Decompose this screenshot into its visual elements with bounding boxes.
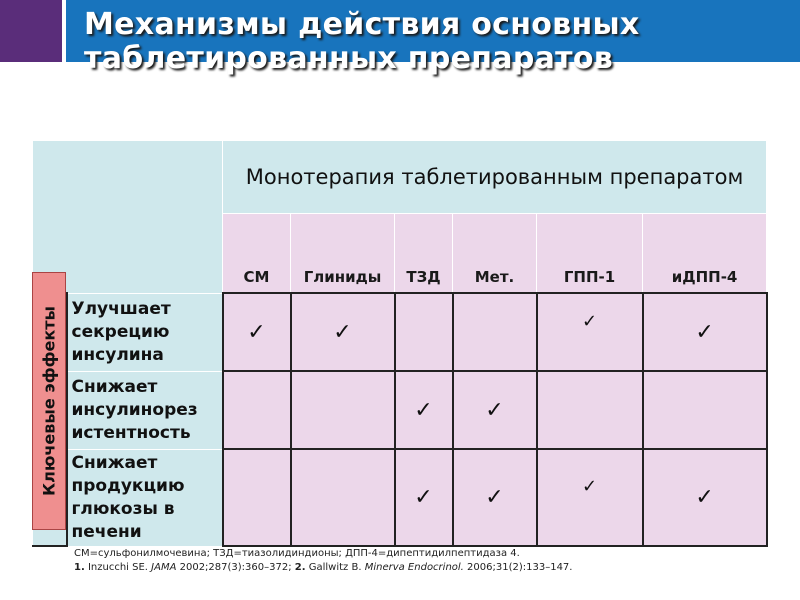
row-label: Снижает продукцию глюкозы в печени <box>67 449 223 546</box>
check-cell <box>453 293 537 371</box>
accent-bar <box>0 0 62 62</box>
checkmark-icon: ✓ <box>414 485 433 510</box>
ref-journal: JAMA <box>151 562 177 573</box>
footnote-abbreviations: СМ=сульфонилмочевина; ТЗД=тиазолидиндионы; ДПП-4=дипептидилпептидаза 4. <box>74 548 520 559</box>
check-cell <box>291 449 395 546</box>
ref-author: Inzucchi SE. <box>87 562 148 573</box>
check-cell <box>223 293 291 371</box>
column-header-glp1: ГПП-1 <box>537 214 643 294</box>
slide-title: Механизмы действия основных таблетированных препаратов <box>84 7 640 76</box>
column-header-sm: СМ <box>223 214 291 294</box>
check-cell <box>223 371 291 449</box>
ref-details: 2002;287(3):360–372; <box>179 562 292 573</box>
column-header-dpp4: иДПП-4 <box>643 214 767 294</box>
checkmark-icon: ✓ <box>581 310 598 332</box>
side-label-box <box>32 272 66 530</box>
table-corner <box>33 141 223 294</box>
check-cell <box>395 371 453 449</box>
ref-details: 2006;31(2):133–147. <box>467 562 573 573</box>
checkmark-icon: ✓ <box>247 319 266 345</box>
check-cell <box>643 293 767 371</box>
checkmark-icon: ✓ <box>485 485 504 510</box>
ref-number: 1. <box>74 562 85 573</box>
checkmark-icon: ✓ <box>581 476 598 497</box>
column-header-tzd: ТЗД <box>395 214 453 294</box>
column-header-met: Мет. <box>453 214 537 294</box>
side-label: Ключевые эффекты <box>39 306 59 496</box>
checkmark-icon: ✓ <box>333 319 352 345</box>
footnote-references <box>74 562 572 573</box>
column-header-glinides: Глиниды <box>291 214 395 294</box>
check-cell <box>453 371 537 449</box>
checkmark-icon: ✓ <box>695 319 714 345</box>
ref-journal: Minerva Endocrinol. <box>364 562 464 573</box>
check-cell <box>291 293 395 371</box>
checkmark-icon: ✓ <box>485 397 504 423</box>
check-cell <box>453 449 537 546</box>
check-cell <box>291 371 395 449</box>
row-label: Снижает инсулинорез истентность <box>67 371 223 449</box>
check-cell <box>395 293 453 371</box>
checkmark-icon: ✓ <box>695 485 714 510</box>
ref-author: Gallwitz B. <box>308 562 362 573</box>
group-header: Монотерапия таблетированным препаратом <box>223 141 767 214</box>
table-row <box>33 449 767 546</box>
check-cell <box>395 449 453 546</box>
ref-number: 2. <box>294 562 306 573</box>
checkmark-icon: ✓ <box>414 397 433 423</box>
table-row <box>33 371 767 449</box>
check-cell <box>643 449 767 546</box>
mechanism-table <box>32 140 768 547</box>
table-row <box>33 293 767 371</box>
check-cell <box>223 449 291 546</box>
check-cell <box>537 449 643 546</box>
check-cell <box>537 371 643 449</box>
check-cell <box>537 293 643 371</box>
row-label: Улучшает секрецию инсулина <box>67 293 223 371</box>
check-cell <box>643 371 767 449</box>
